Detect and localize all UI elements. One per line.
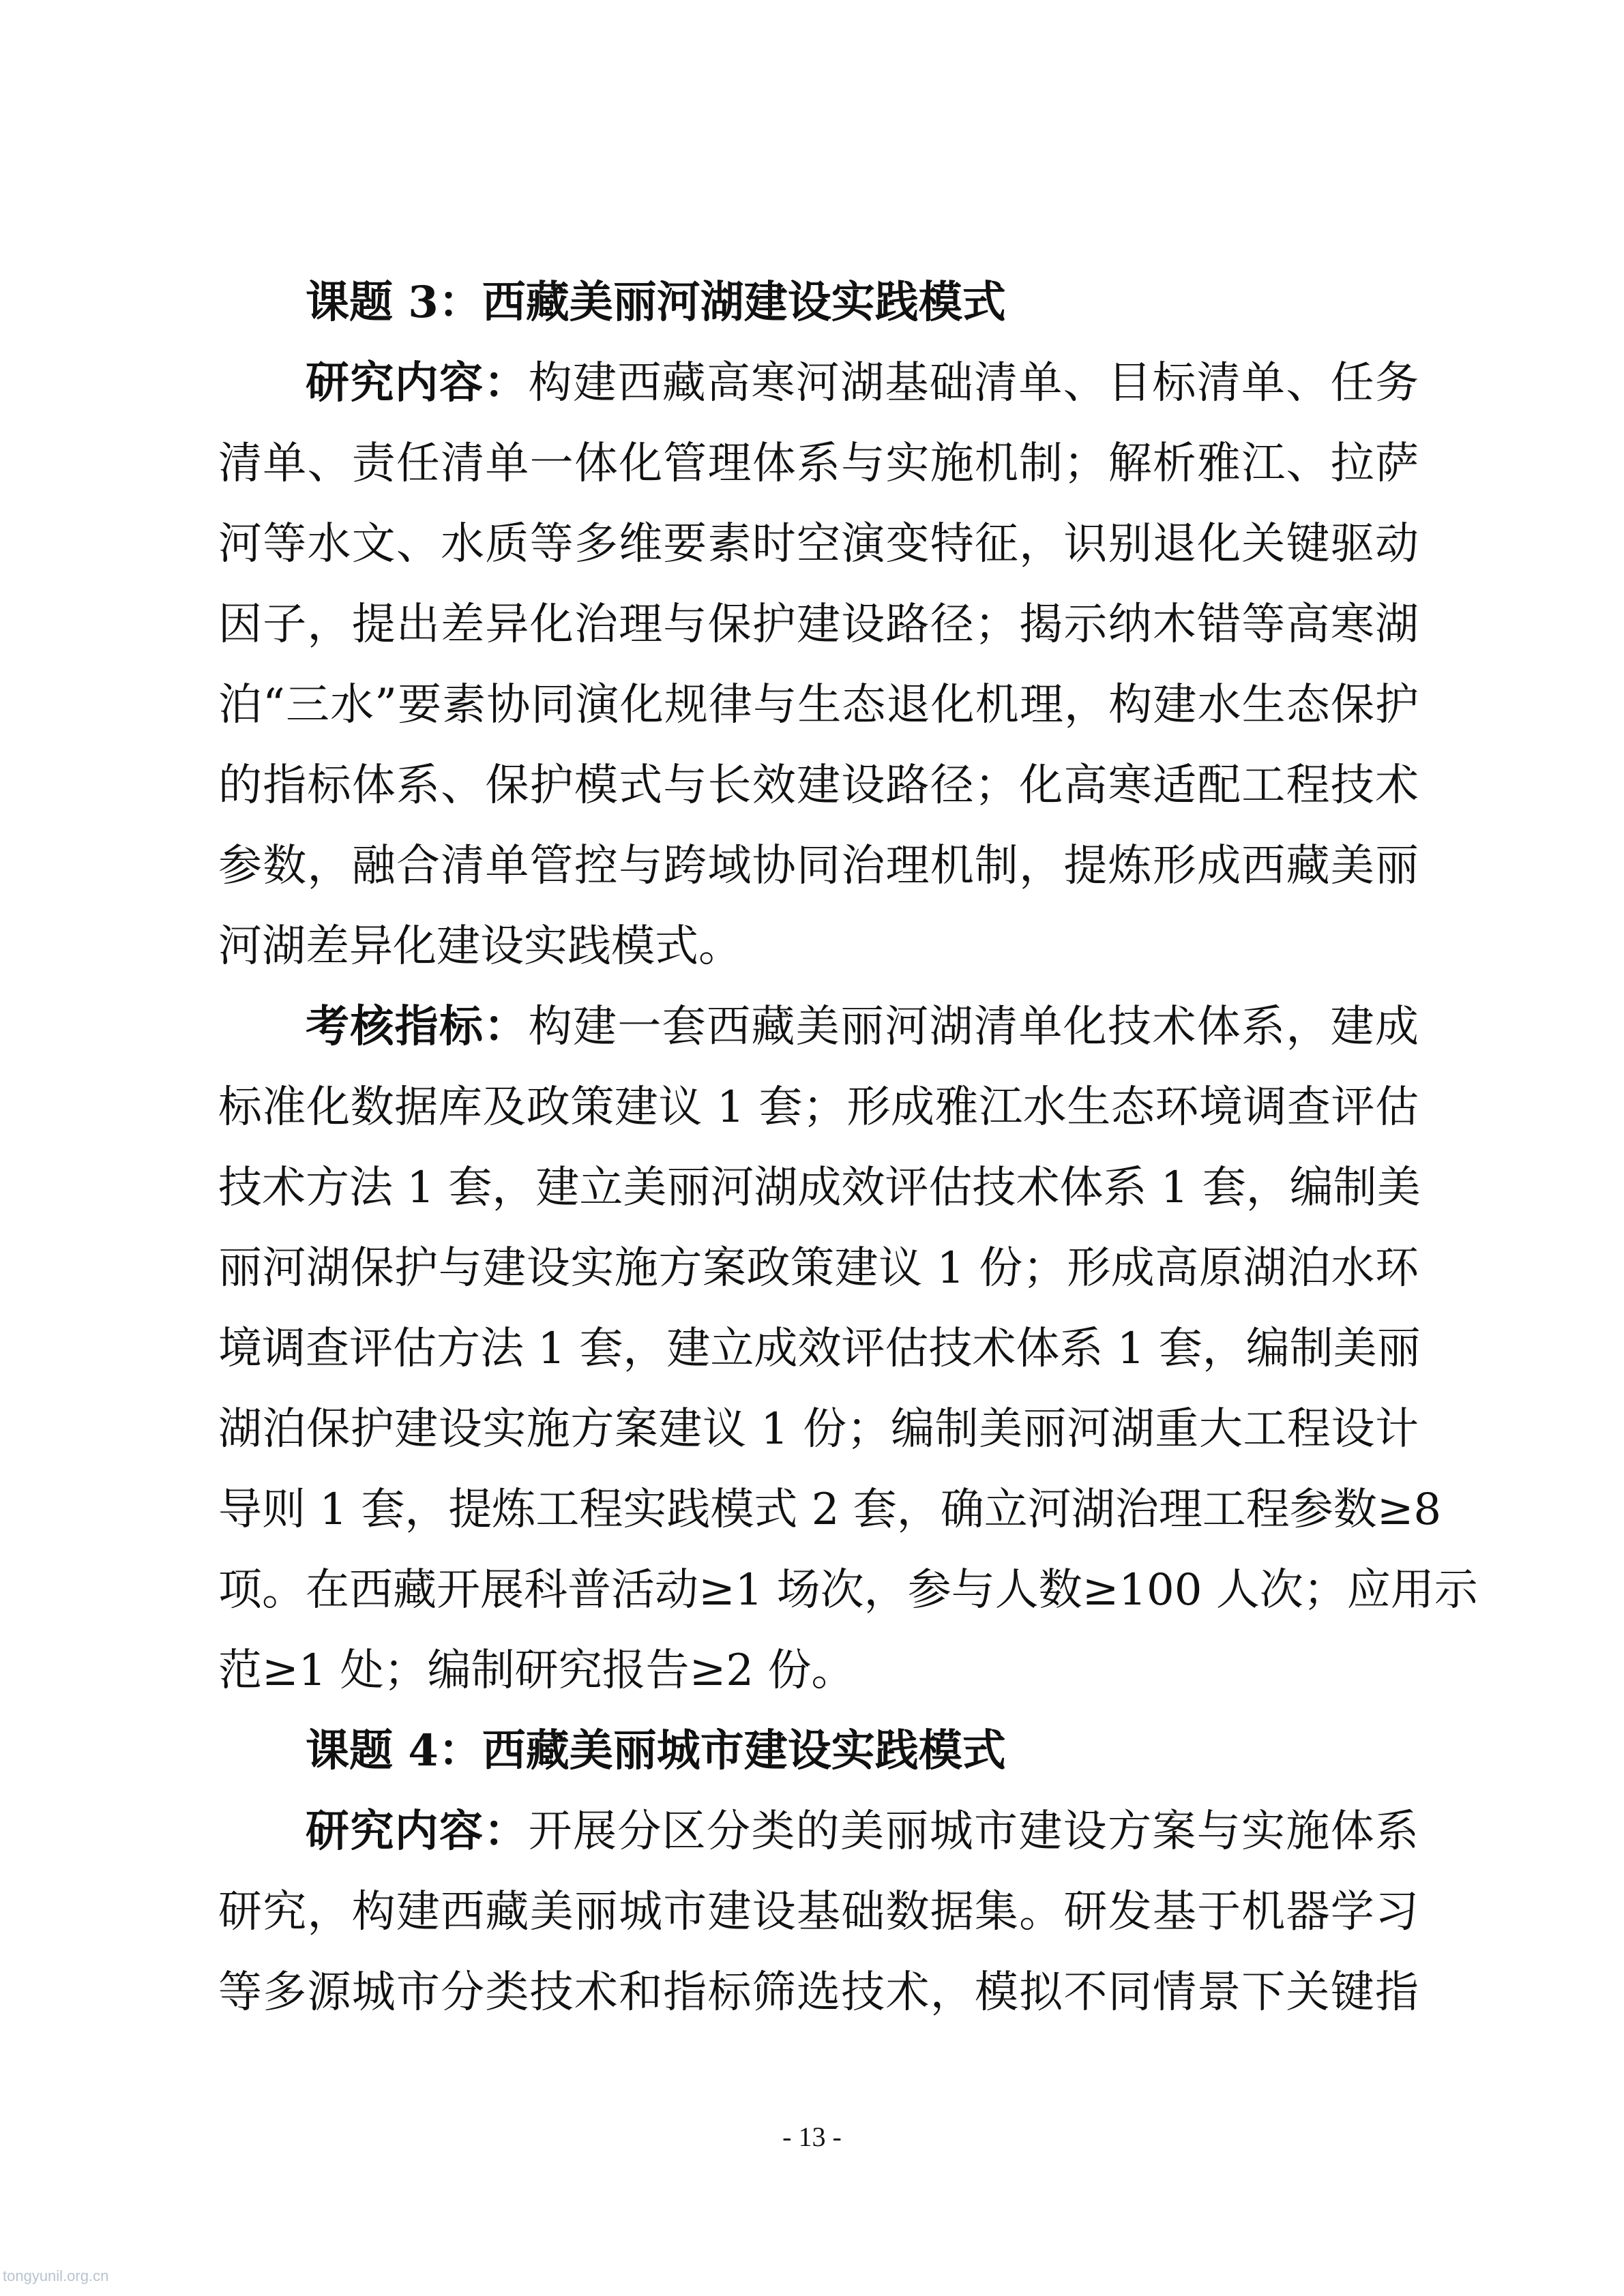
topic3-assessment-line-6: 导则 1 套，提炼工程实践模式 2 套，确立河湖治理工程参数≥8	[218, 1485, 1442, 1535]
topic3-research-line-3: 因子，提出差异化治理与保护建设路径；揭示纳木错等高寒湖	[218, 599, 1419, 650]
topic3-heading: 课题 3：西藏美丽河湖建设实践模式	[306, 277, 1006, 328]
topic4-research-text-0: 开展分区分类的美丽城市建设方案与实施体系	[528, 1806, 1419, 1857]
topic3-research-text-0: 构建西藏高寒河湖基础清单、目标清单、任务	[528, 358, 1419, 408]
topic4-research-label: 研究内容：	[306, 1806, 529, 1857]
watermark-text: tongyunil.org.cn	[3, 2267, 109, 2284]
topic3-assessment-line-2: 技术方法 1 套，建立美丽河湖成效评估技术体系 1 套，编制美	[218, 1163, 1421, 1213]
topic3-research-line-5: 的指标体系、保护模式与长效建设路径；化高寒适配工程技术	[218, 760, 1419, 811]
topic4-research-line-2: 等多源城市分类技术和指标筛选技术，模拟不同情景下关键指	[218, 1967, 1419, 2018]
topic3-research-label: 研究内容：	[306, 357, 529, 408]
topic3-research-line-7: 河湖差异化建设实践模式。	[218, 921, 742, 972]
topic3-assessment-line-3: 丽河湖保护与建设实施方案政策建议 1 份；形成高原湖泊水环	[218, 1243, 1419, 1294]
topic3-research-line-4: 泊“三水”要素协同演化规律与生态退化机理，构建水生态保护	[218, 680, 1419, 730]
topic3-assessment-text-0: 构建一套西藏美丽河湖清单化技术体系，建成	[528, 1002, 1419, 1052]
topic3-assessment-line-4: 境调查评估方法 1 套，建立成效评估技术体系 1 套，编制美丽	[218, 1324, 1421, 1374]
topic3-research-line-2: 河等水文、水质等多维要素时空演变特征，识别退化关键驱动	[218, 519, 1419, 569]
topic3-assessment-line-5: 湖泊保护建设实施方案建议 1 份；编制美丽河湖重大工程设计	[218, 1404, 1419, 1455]
topic3-research-line-6: 参数，融合清单管控与跨域协同治理机制，提炼形成西藏美丽	[218, 841, 1419, 891]
topic4-heading: 课题 4：西藏美丽城市建设实践模式	[306, 1725, 1006, 1776]
topic3-assessment-line-8: 范≥1 处；编制研究报告≥2 份。	[218, 1645, 855, 1696]
topic3-assessment-line-1: 标准化数据库及政策建议 1 套；形成雅江水生态环境调查评估	[218, 1082, 1419, 1133]
page-content	[218, 263, 1478, 2033]
topic4-research-line-0	[218, 1791, 1419, 1872]
topic3-assessment-label: 考核指标：	[306, 1001, 529, 1052]
topic3-research-line-0	[218, 343, 1419, 423]
page-number: - 13 -	[782, 2121, 842, 2152]
topic3-assessment-line-7: 项。在西藏开展科普活动≥1 场次，参与人数≥100 人次；应用示	[218, 1565, 1478, 1615]
topic3-assessment-line-0	[218, 987, 1419, 1067]
topic3-research-line-1: 清单、责任清单一体化管理体系与实施机制；解析雅江、拉萨	[218, 438, 1419, 489]
topic4-research-line-1: 研究，构建西藏美丽城市建设基础数据集。研发基于机器学习	[218, 1887, 1419, 1937]
